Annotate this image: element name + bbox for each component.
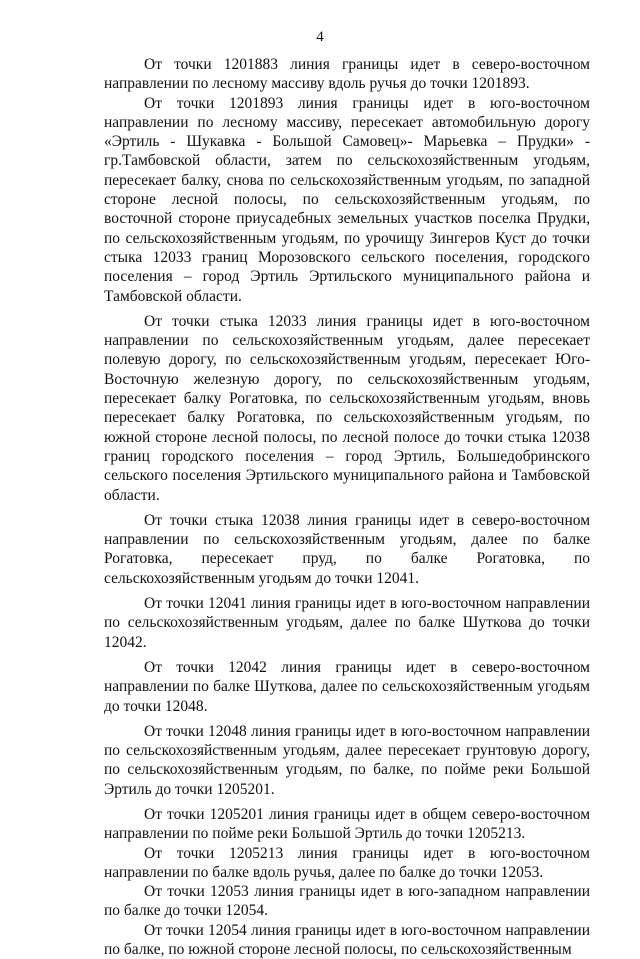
paragraph: От точки 12042 линия границы идет в северо-восточном направлении по балке Шуткова, далее по сельскохозяйственным угодьям до точки 12048. — [104, 658, 590, 715]
document-body — [104, 55, 590, 959]
paragraph: От точки 1205213 линия границы идет в юго-восточном направлении по балке вдоль ручья, далее по балке до точки 12053. — [104, 844, 590, 881]
paragraph: От точки 1205201 линия границы идет в общем северо-восточном направлении по пойме реки Большой Эртиль до точки 1205213. — [104, 805, 590, 843]
paragraph: От точки стыка 12033 линия границы идет в юго-восточном направлении по сельскохозяйственным угодьям, далее пересекает полевую дорогу, по сельскохозяйственным угодьям, пересекает Юго-Восточную железную дорогу, по сельскохозяйственным угодьям, пересекает балку Рогатовка, по сельскохозяйственным угодьям, вновь пересекает балку Рогатовка, по сельскохозяйственным угодьям, по южной стороне лесной полосы, по лесной полосе до точки стыка 12038 границ городского поселения – город Эртиль, Большедобринского сельского поселения Эртильского муниципального района и Тамбовской области. — [104, 312, 590, 504]
paragraph: От точки 12054 линия границы идет в юго-восточном направлении по балке, по южной стороне лесной полосы, по сельскохозяйственным — [104, 921, 590, 959]
paragraph: От точки стыка 12038 линия границы идет в северо-восточном направлении по сельскохозяйственным угодьям, далее по балке Рогатовка, пересекает пруд, по балке Рогатовка, по сельскохозяйственным угодьям до точки 12041. — [104, 511, 590, 587]
paragraph: От точки 12053 линия границы идет в юго-западном направлении по балке до точки 12054. — [104, 883, 590, 920]
paragraph: От точки 1201883 линия границы идет в северо-восточном направлении по лесному массиву вдоль ручья до точки 1201893. — [104, 56, 590, 93]
paragraph: От точки 1201893 линия границы идет в юго-восточном направлении по лесному массиву, пересекает автомобильную дорогу «Эртиль - Шукавка - Большой Самовец»- Марьевка – Прудки» - гр.Тамбовской области, затем по сельскохозяйственным угодьям, пересекает балку, снова по сельскохозяйственным угодьям, по западной стороне лесной полосы, по сельскохозяйственным угодьям, по восточной стороне приусадебных земельных участков поселка Прудки, по сельскохозяйственным угодьям, по урочищу Зингеров Куст до точки стыка 12033 границ Морозовского сельского поселения, городского поселения – город Эртиль Эртильского муниципального района и Тамбовской области. — [104, 94, 590, 305]
page-number: 4 — [316, 29, 324, 45]
paragraph: От точки 12048 линия границы идет в юго-восточном направлении по сельскохозяйственным угодьям, далее пересекает грунтовую дорогу, по сельскохозяйственным угодьям, по балке, по пойме реки Большой Эртиль до точки 1205201. — [104, 722, 590, 798]
paragraph: От точки 12041 линия границы идет в юго-восточном направлении по сельскохозяйственным угодьям, далее по балке Шуткова до точки 12042. — [104, 595, 590, 651]
